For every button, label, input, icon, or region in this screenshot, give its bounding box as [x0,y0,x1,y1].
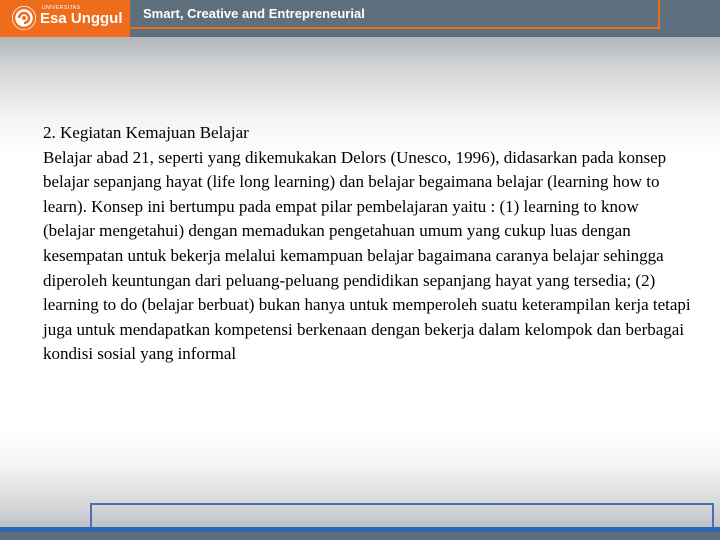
tagline: Smart, Creative and Entrepreneurial [143,6,365,21]
university-logo [0,0,130,37]
logo-small-text: UNIVERSITAS [42,5,81,11]
header-band [0,0,720,37]
logo-emblem-icon [12,6,36,30]
footer-outline [90,503,714,527]
footer-bar [0,527,720,532]
logo-text: Esa Unggul [40,10,123,27]
body-paragraph: Belajar abad 21, seperti yang dikemukakan Delors (Unesco, 1996), didasarkan pada konsep belajar sepanjang hayat (life long learning) dan belajar begaimana belajar (learning how to learn). Konsep ini bertumpu pada empat pilar pembelajaran yaitu : (1) learning to know (belajar mengetahui) dengan memadukan pengetahuan umum yang cukup luas dengan kesempatan untuk bekerja melalui kemampuan belajar bagaimana caranya belajar sehingga diperoleh keuntungan dari peluang-peluang pendidikan sepanjang hayat yang tersedia; (2) learning to do (belajar berbuat) bukan hanya untuk memperoleh suatu keterampilan kerja tetapi juga untuk mendapatkan kompetensi berkenaan dengan bekerja dalam kelompok dan berbagai kondisi sosial yang informal [43,147,691,364]
slide-content [43,121,693,367]
header-outline [130,0,660,29]
section-heading: 2. Kegiatan Kemajuan Belajar [43,123,249,142]
